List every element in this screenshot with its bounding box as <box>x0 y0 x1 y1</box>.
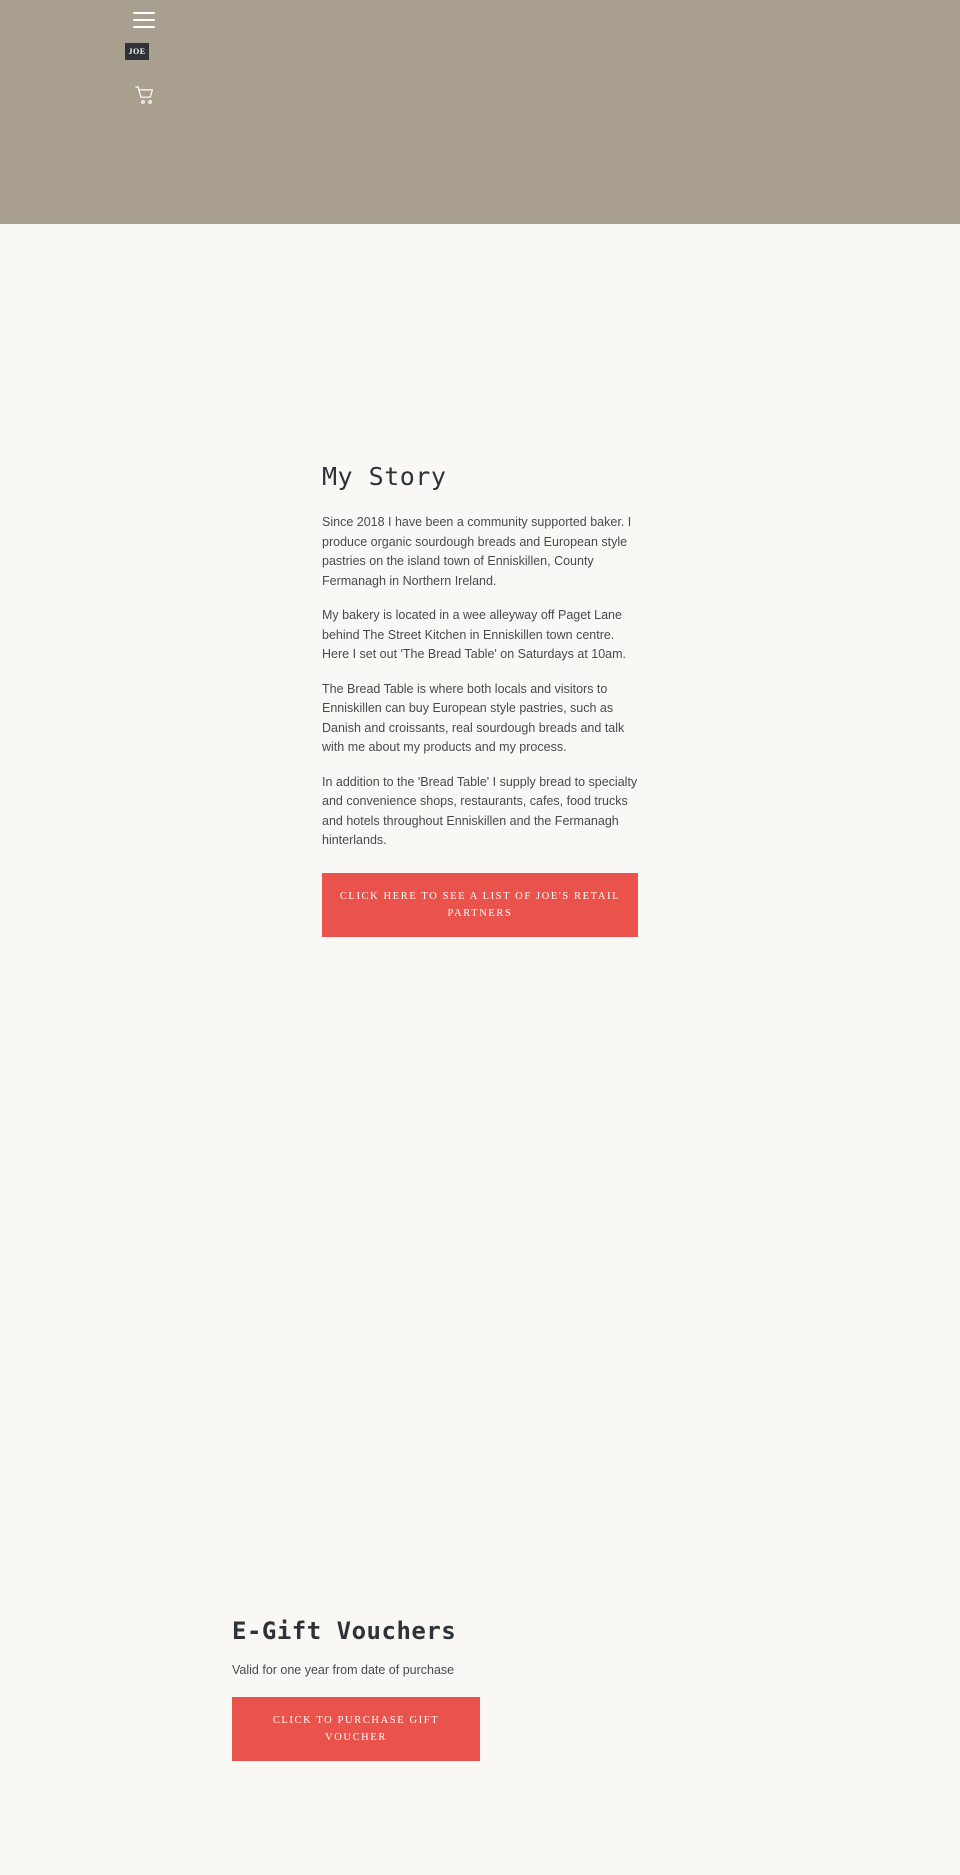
page-title: My Story <box>322 462 447 491</box>
gift-voucher-title: E-Gift Vouchers <box>232 1617 457 1645</box>
story-paragraph: Since 2018 I have been a community supported baker. I produce organic sourdough breads and European style pastries on the island town of Enniskillen, County Fermanagh in Northern Ireland. <box>322 515 632 588</box>
hero-banner <box>0 0 960 224</box>
story-paragraph: In addition to the 'Bread Table' I supply bread to specialty and convenience shops, restaurants, cafes, food trucks and hotels throughout Enniskillen and the Fermanagh hinterlands. <box>322 774 638 847</box>
retail-partners-button[interactable]: CLICK HERE TO SEE A LIST OF JOE'S RETAIL PARTNERS <box>322 873 638 937</box>
story-paragraph: The Bread Table is where both locals and visitors to Enniskillen can buy European style pastries, such as Danish and croissants, real sourdough breads and talk with me about my products and my process. <box>322 681 625 754</box>
shopping-cart-icon[interactable] <box>134 84 156 106</box>
menu-bar-top <box>133 12 155 14</box>
brand-logo[interactable]: JOE <box>125 43 149 60</box>
gift-voucher-section <box>232 1617 652 1761</box>
story-section <box>322 462 640 937</box>
hamburger-menu-icon[interactable] <box>133 8 161 32</box>
gift-voucher-subtitle: Valid for one year from date of purchase <box>232 1663 455 1677</box>
story-paragraph: My bakery is located in a wee alleyway off Paget Lane behind The Street Kitchen in Enniskillen town centre. Here I set out 'The Bread Table' on Saturdays at 10am. <box>322 608 627 661</box>
purchase-gift-voucher-button[interactable]: CLICK TO PURCHASE GIFT VOUCHER <box>232 1697 480 1761</box>
menu-bar-bottom <box>133 26 155 28</box>
menu-bar-middle <box>133 19 155 21</box>
